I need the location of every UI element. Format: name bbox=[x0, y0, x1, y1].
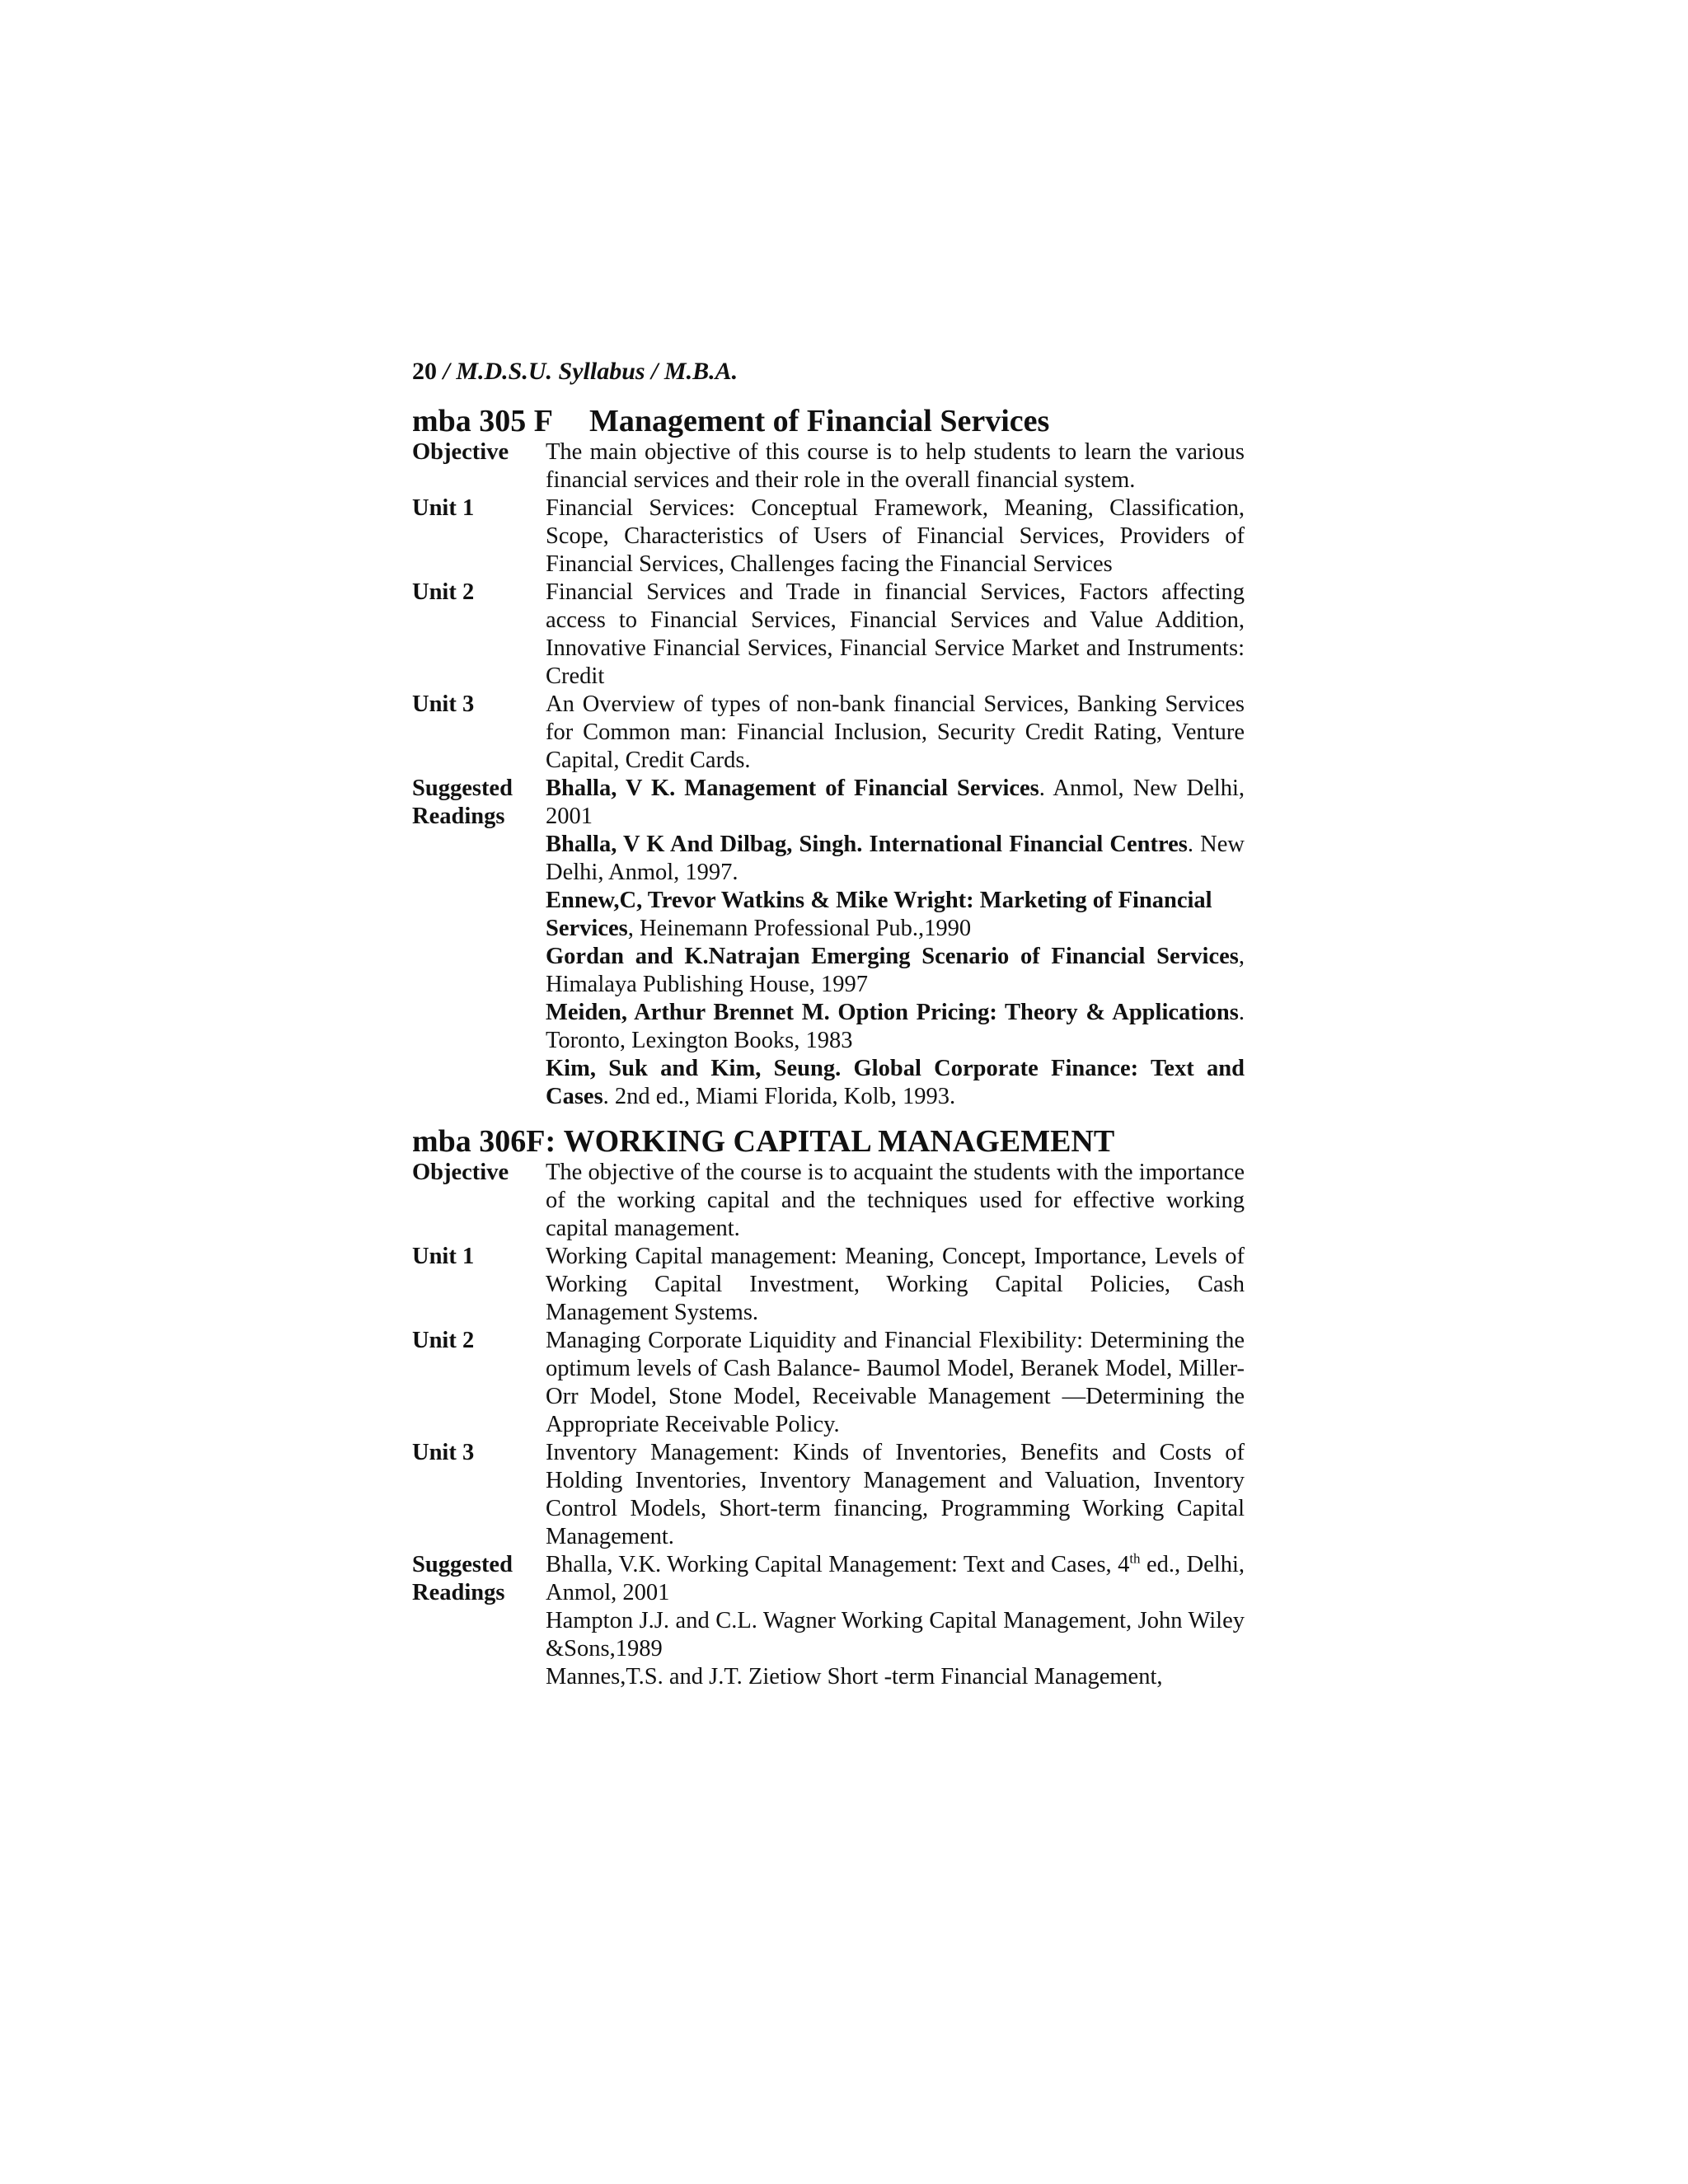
objective-row bbox=[412, 438, 1245, 494]
readings-label-line: Suggested bbox=[412, 1552, 513, 1577]
unit-row bbox=[412, 494, 1245, 579]
reading-text: Hampton J.J. and C.L. Wagner Working Capital Management, John Wiley &Sons,1989 bbox=[546, 1608, 1245, 1661]
reading-rest: , Heinemann Professional Pub.,1990 bbox=[627, 916, 972, 941]
course-code: mba 305 F bbox=[412, 404, 553, 438]
reading-rest: . Anmol, New Delhi, 2001 bbox=[546, 776, 1245, 829]
reading-bold: Ennew,C, Trevor Watkins & Mike Wright: Marketing of Financial bbox=[546, 888, 1212, 913]
readings-label bbox=[412, 1551, 546, 1691]
reading-rest: . New Delhi, Anmol, 1997. bbox=[546, 832, 1245, 885]
unit-text: Financial Services: Conceptual Framework, Meaning, Classification, Scope, Characteristics of Users of Financial Services, Providers of Financial Services, Challenges facing the Financial Services bbox=[546, 495, 1245, 577]
readings-label bbox=[412, 775, 546, 1111]
reading-item bbox=[546, 887, 1245, 943]
unit-row bbox=[412, 691, 1245, 775]
readings-label-line: Readings bbox=[412, 1580, 505, 1605]
course-title bbox=[412, 404, 1245, 438]
reading-item bbox=[546, 775, 1245, 831]
unit-text: Working Capital management: Meaning, Concept, Importance, Levels of Working Capital Investment, Working Capital Policies, Cash Management Systems. bbox=[546, 1244, 1245, 1325]
reading-item bbox=[546, 1055, 1245, 1111]
readings-row bbox=[412, 775, 1245, 1111]
course-name: WORKING CAPITAL MANAGEMENT bbox=[563, 1124, 1115, 1159]
course-title bbox=[412, 1124, 1245, 1159]
unit-label: Unit 2 bbox=[412, 579, 475, 605]
unit-label: Unit 1 bbox=[412, 1244, 475, 1269]
course-code: mba 306F: bbox=[412, 1124, 556, 1159]
reading-item bbox=[546, 831, 1245, 887]
course-mba-306f bbox=[412, 1124, 1245, 1691]
reading-item bbox=[546, 1663, 1245, 1691]
reading-text: Mannes,T.S. and J.T. Zietiow Short -term Financial Management, bbox=[546, 1664, 1163, 1690]
reading-superscript: th bbox=[1129, 1550, 1141, 1567]
reading-text: Bhalla, V.K. Working Capital Management: Text and Cases, 4 bbox=[546, 1552, 1130, 1577]
objective-row bbox=[412, 1159, 1245, 1243]
course-name: Management of Financial Services bbox=[589, 404, 1050, 438]
objective-text: The objective of the course is to acquaint the students with the importance of the working capital and the techniques used for effective working capital management. bbox=[546, 1160, 1245, 1241]
reading-bold: Gordan and K.Natrajan Emerging Scenario of Financial Services bbox=[546, 944, 1239, 969]
reading-bold: Meiden, Arthur Brennet M. Option Pricing: Theory & Applications bbox=[546, 1000, 1239, 1025]
unit-label: Unit 1 bbox=[412, 495, 475, 521]
reading-item bbox=[546, 999, 1245, 1055]
objective-label: Objective bbox=[412, 1160, 509, 1185]
unit-text: Managing Corporate Liquidity and Financial Flexibility: Determining the optimum levels of Cash Balance- Baumol Model, Beranek Model, Miller-Orr Model, Stone Model, Receivable Management —Determining the Appropriate Receivable Policy. bbox=[546, 1328, 1245, 1437]
unit-label: Unit 2 bbox=[412, 1328, 475, 1353]
reading-bold: Bhalla, V K. Management of Financial Services bbox=[546, 776, 1039, 801]
reading-item bbox=[546, 943, 1245, 999]
reading-rest: . Toronto, Lexington Books, 1983 bbox=[546, 1000, 1245, 1053]
readings-row bbox=[412, 1551, 1245, 1691]
running-head bbox=[412, 358, 1245, 396]
page bbox=[412, 358, 1245, 1691]
reading-bold: Services bbox=[546, 916, 628, 941]
reading-rest: ed., Delhi, Anmol, 2001 bbox=[546, 1552, 1245, 1605]
unit-row bbox=[412, 579, 1245, 691]
unit-row bbox=[412, 1327, 1245, 1439]
page-number: 20 bbox=[412, 358, 437, 385]
unit-text: Financial Services and Trade in financial Services, Factors affecting access to Financial Services, Financial Services and Value Addition, Innovative Financial Services, Financial Service Market and Instruments: Credit bbox=[546, 579, 1245, 689]
unit-text: An Overview of types of non-bank financial Services, Banking Services for Common man: Financial Inclusion, Security Credit Rating, Venture Capital, Credit Cards. bbox=[546, 691, 1245, 773]
readings-list bbox=[546, 1551, 1245, 1691]
unit-label: Unit 3 bbox=[412, 1440, 475, 1465]
unit-label: Unit 3 bbox=[412, 691, 475, 717]
objective-text: The main objective of this course is to help students to learn the various financial services and their role in the overall financial system. bbox=[546, 439, 1245, 493]
reading-item bbox=[546, 1551, 1245, 1607]
objective-label: Objective bbox=[412, 439, 509, 465]
readings-list bbox=[546, 775, 1245, 1111]
reading-rest: . 2nd ed., Miami Florida, Kolb, 1993. bbox=[603, 1084, 956, 1109]
unit-text: Inventory Management: Kinds of Inventories, Benefits and Costs of Holding Inventories, Inventory Management and Valuation, Inventory Control Models, Short-term financing, Programming Working Capital Management. bbox=[546, 1440, 1245, 1549]
unit-row bbox=[412, 1439, 1245, 1551]
reading-bold: Kim, Suk and Kim, Seung. Global Corporate Finance: Text and Cases bbox=[546, 1056, 1245, 1109]
reading-item bbox=[546, 1607, 1245, 1663]
readings-label-line: Readings bbox=[412, 804, 505, 829]
readings-label-line: Suggested bbox=[412, 776, 513, 801]
reading-bold: Bhalla, V K And Dilbag, Singh. International Financial Centres bbox=[546, 832, 1188, 857]
running-head-text: / M.D.S.U. Syllabus / M.B.A. bbox=[443, 358, 738, 385]
course-mba-305f bbox=[412, 404, 1245, 1111]
unit-row bbox=[412, 1243, 1245, 1327]
reading-rest: , Himalaya Publishing House, 1997 bbox=[546, 944, 1245, 997]
